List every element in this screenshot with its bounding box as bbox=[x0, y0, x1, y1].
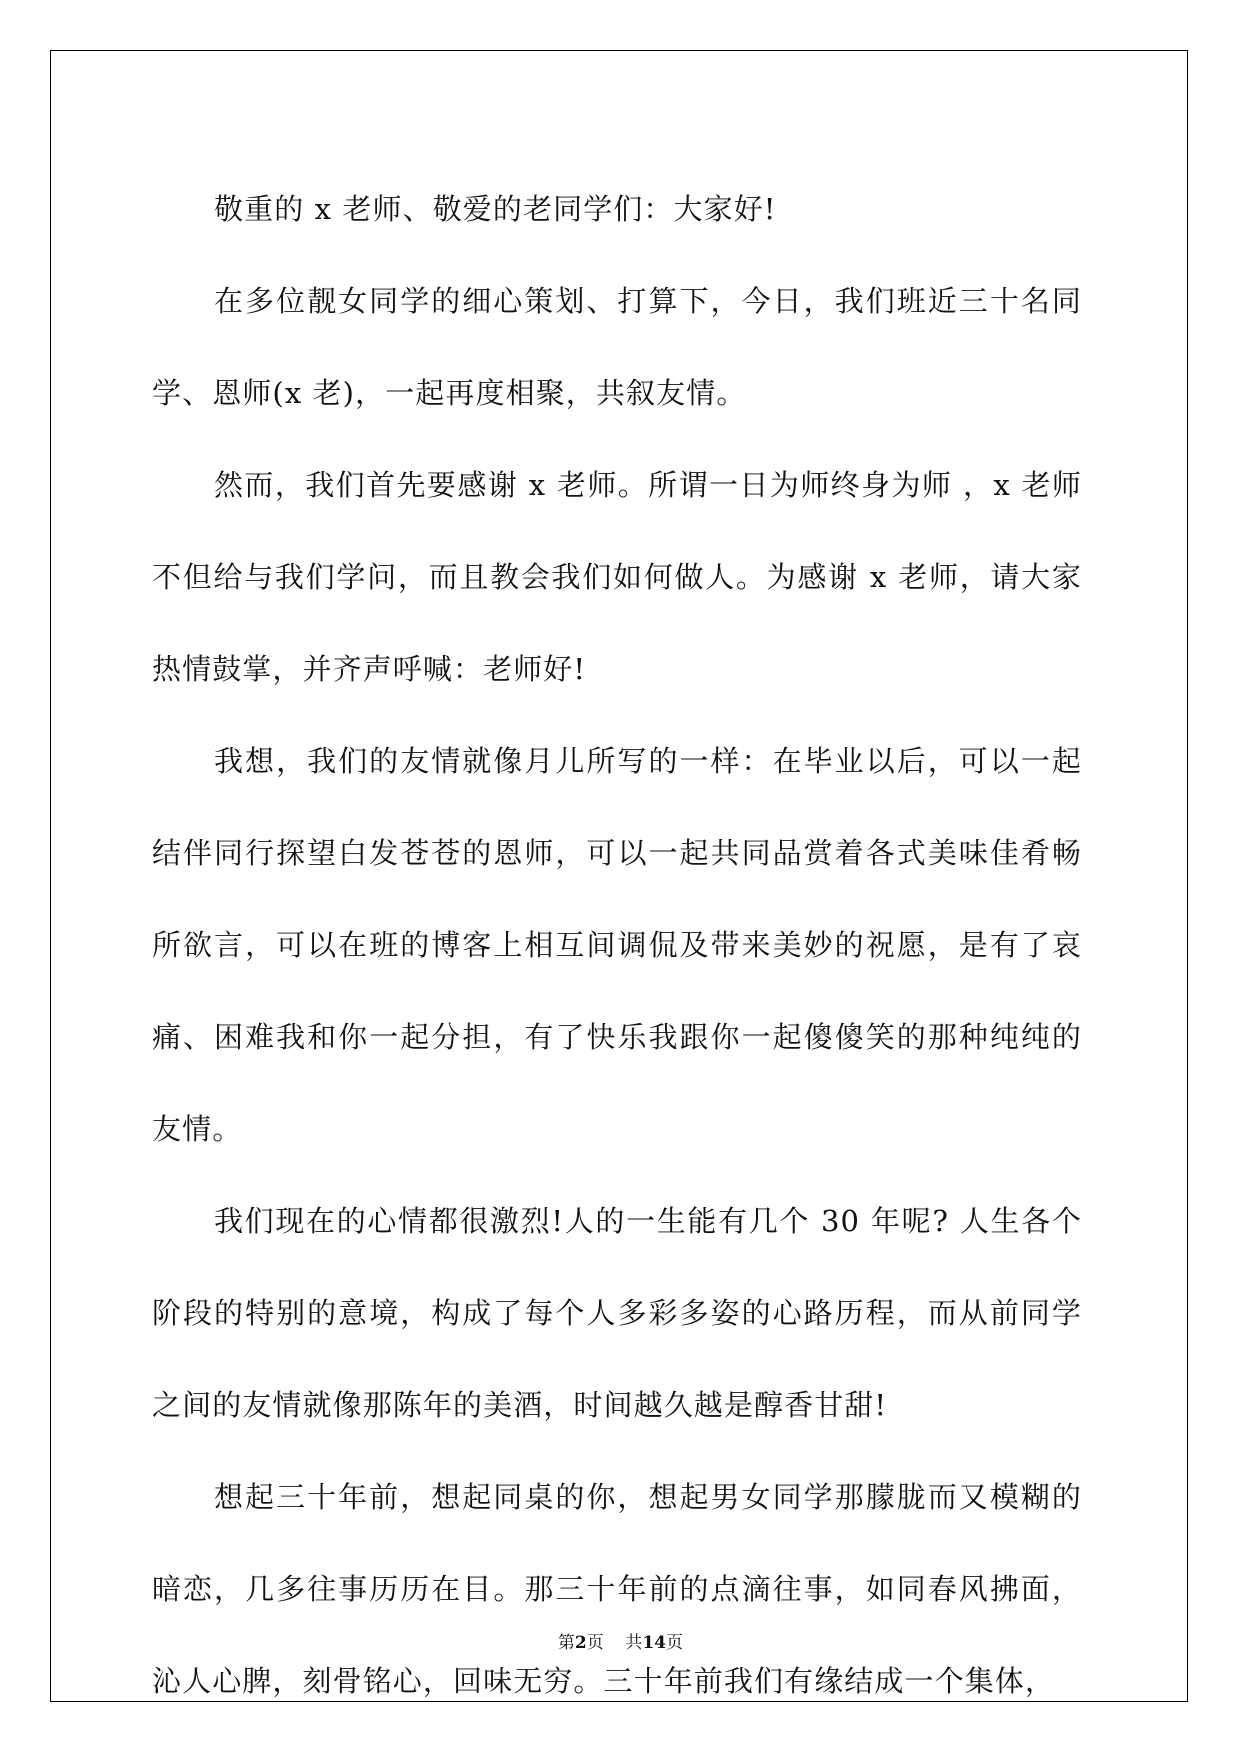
total-prefix: 共 bbox=[625, 1633, 643, 1653]
page-unit: 页 bbox=[586, 1633, 604, 1653]
paragraph-greeting: 敬重的 x 老师、敬爱的老同学们：大家好! bbox=[214, 192, 777, 226]
page-footer bbox=[0, 1628, 1241, 1653]
total-unit: 页 bbox=[666, 1633, 684, 1653]
paragraph-feelings: 我们现在的心情都很激烈!人的一生能有几个 30 年呢? 人生各个阶段的特别的意境，构成了每个人多彩多姿的心路历程，而从前同学之间的友情就像那陈年的美酒，时间越久越是醇香甘甜! bbox=[152, 1204, 1082, 1422]
paragraph-thanks-teacher: 然而，我们首先要感谢 x 老师。所谓一日为师终身为师 ，x 老师不但给与我们学问，而且教会我们如何做人。为感谢 x 老师，请大家热情鼓掌，并齐声呼喊：老师好! bbox=[152, 468, 1082, 686]
page-total: 14 bbox=[642, 1633, 667, 1653]
document-body bbox=[152, 163, 1082, 1727]
paragraph-gathering: 在多位靓女同学的细心策划、打算下，今日，我们班近三十名同学、恩师(x 老)，一起再度相聚，共叙友情。 bbox=[152, 284, 1082, 410]
paragraph-memories: 想起三十年前，想起同桌的你，想起男女同学那朦胧而又模糊的暗恋，几多往事历历在目。那三十年前的点滴往事，如同春风拂面，沁人心脾，刻骨铭心，回味无穷。三十年前我们有缘结成一个集体， bbox=[152, 1480, 1082, 1698]
page-prefix: 第 bbox=[557, 1633, 575, 1653]
paragraph-friendship: 我想，我们的友情就像月儿所写的一样：在毕业以后，可以一起结伴同行探望白发苍苍的恩师，可以一起共同品赏着各式美味佳肴畅所欲言，可以在班的博客上相互间调侃及带来美妙的祝愿，是有了哀痛、困难我和你一起分担，有了快乐我跟你一起傻傻笑的那种纯纯的友情。 bbox=[152, 744, 1082, 1146]
page-current: 2 bbox=[574, 1633, 587, 1653]
